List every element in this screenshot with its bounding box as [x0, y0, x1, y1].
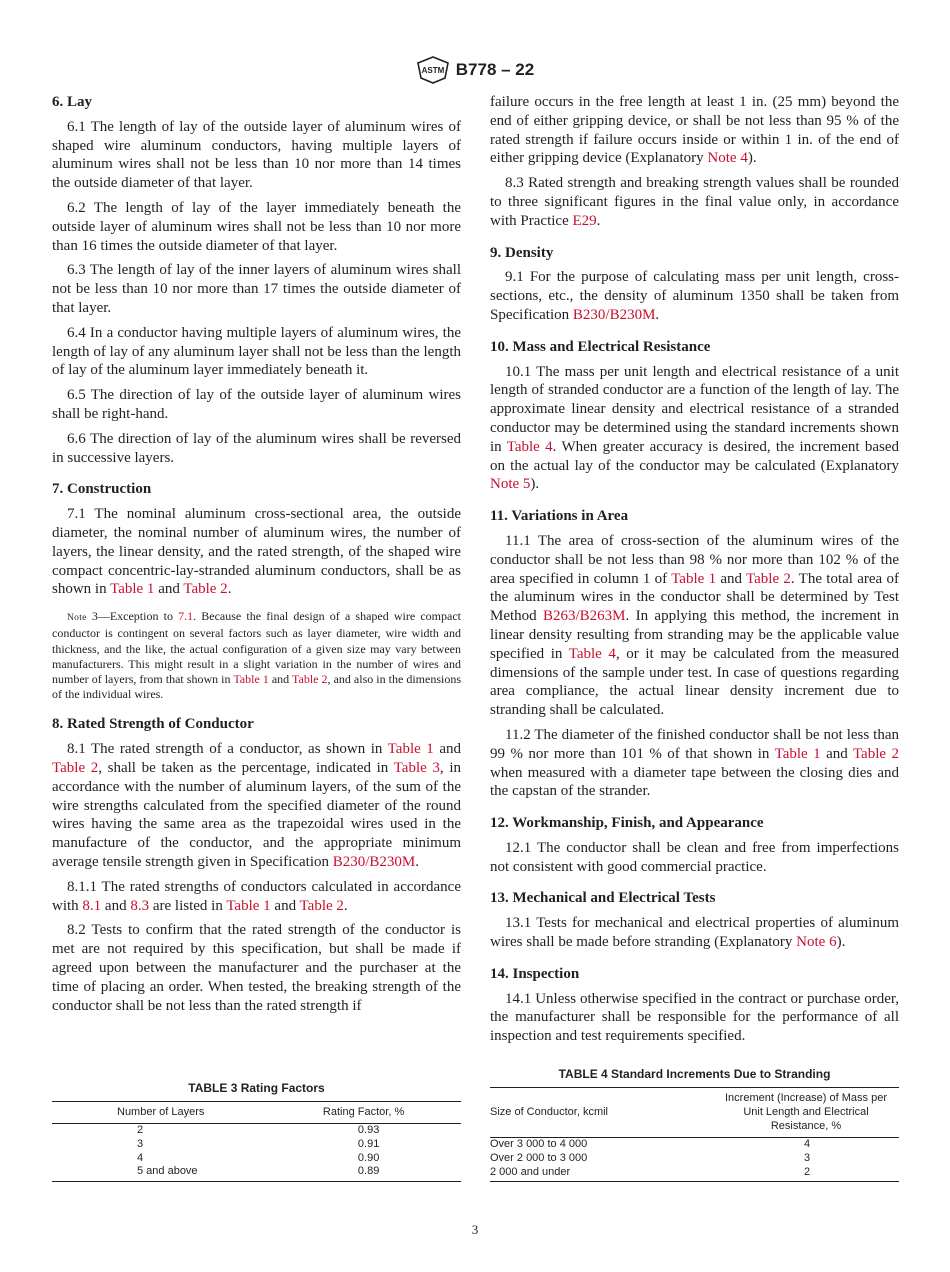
para-6-2: 6.2 The length of lay of the layer immediately beneath the outside layer of aluminum wires shall not be less than 10 nor more than 16 times the outside diameter of that layer. — [52, 199, 461, 254]
section-8-heading: 8. Rated Strength of Conductor — [52, 716, 254, 733]
link-table-1[interactable]: Table 1 — [110, 581, 155, 598]
link-note-6[interactable]: Note 6 — [796, 934, 837, 951]
para-9-1: 9.1 For the purpose of calculating mass per unit length, cross-sections, etc., the density of aluminum 1350 shall be taken from Specification B230/B230M. — [490, 269, 899, 323]
table-4-caption: TABLE 4 Standard Increments Due to Stranding — [558, 1067, 831, 1081]
para-8-2: 8.2 Tests to confirm that the rated strength of the conductor is met are not required by this specification, but shall be made if agreed upon between the manufacturer and the purchaser at the time of placing an order. When tested, the breaking strength of the conductor shall be not less than the rated strength if — [52, 922, 461, 1014]
para-6-4: 6.4 In a conductor having multiple layers of aluminum wires, the length of lay of any aluminum layer shall not be less than the length of lay of the aluminum layer immediately beneath it. — [52, 324, 461, 379]
table-4 — [490, 1067, 899, 1182]
link-b263[interactable]: B263/B263M — [543, 608, 626, 625]
link-7-1[interactable]: 7.1 — [178, 609, 194, 624]
link-8-1[interactable]: 8.1 — [82, 897, 102, 914]
para-13-1: 13.1 Tests for mechanical and electrical properties of aluminum wires shall be made before stranding (Explanatory Note 6). — [490, 915, 899, 951]
link-note-4[interactable]: Note 4 — [707, 150, 748, 167]
section-10-heading: 10. Mass and Electrical Resistance — [490, 338, 711, 355]
link-table-1[interactable]: Table 1 — [226, 897, 271, 914]
section-11-heading: 11. Variations in Area — [490, 508, 629, 525]
left-column — [52, 93, 461, 1015]
link-note-5[interactable]: Note 5 — [490, 476, 531, 493]
link-table-1[interactable]: Table 1 — [774, 745, 821, 762]
para-6-3: 6.3 The length of lay of the inner layers of aluminum wires shall not be less than 10 nor more than 17 times the outside diameter of that layer. — [52, 262, 461, 316]
link-table-2[interactable]: Table 2 — [292, 671, 328, 686]
table-4-header-increment: Increment (Increase) of Mass per Unit Length and Electrical Resistance, % — [705, 1088, 899, 1138]
table-3-header-factor: Rating Factor, % — [268, 1102, 461, 1124]
link-8-3[interactable]: 8.3 — [130, 897, 150, 914]
table-row: 2 0.93 — [137, 1124, 380, 1136]
section-14-heading: 14. Inspection — [490, 965, 580, 982]
link-table-1[interactable]: Table 1 — [387, 741, 434, 758]
link-table-2[interactable]: Table 2 — [746, 570, 791, 587]
section-7-heading: 7. Construction — [52, 481, 152, 498]
page-number: 3 — [471, 1222, 479, 1237]
para-11-1: 11.1 The area of cross-section of the aluminum wires of the conductor shall be not less than 98 % nor more than 102 % of the area specified in column 1 of Table 1 and Table 2. The total area of the aluminum wires in the conductor shall be determined by Test Method B263/B263M. In applying this method, the increment in linear density resulting from stranding may be the applicable value specified in Table 4, or it may be calculated from the measured dimensions of the sample under test. In case of questions regarding area compliance, the actual linear density increment due to stranding shall be calculated. — [490, 532, 899, 719]
section-13-heading: 13. Mechanical and Electrical Tests — [490, 890, 716, 907]
link-e29[interactable]: E29 — [572, 212, 597, 229]
link-b230[interactable]: B230/B230M — [572, 306, 656, 323]
para-6-6: 6.6 The direction of lay of the aluminum wires shall be reversed in successive layers. — [52, 430, 461, 466]
table-3 — [52, 1081, 461, 1182]
para-12-1: 12.1 The conductor shall be clean and free from imperfections not consistent with good commercial practice. — [490, 839, 899, 875]
table-3-caption: TABLE 3 Rating Factors — [188, 1081, 325, 1095]
table-row: 3 0.91 — [137, 1137, 380, 1150]
table-row: 5 and above 0.89 — [52, 1165, 461, 1181]
link-table-1[interactable]: Table 1 — [233, 671, 269, 686]
table-row: 4 0.90 — [137, 1151, 380, 1164]
para-14-1: 14.1 Unless otherwise specified in the contract or purchase order, the manufacturer shall be responsible for the performance of all inspection and test requirements specified. — [490, 990, 899, 1045]
link-table-4[interactable]: Table 4 — [568, 645, 616, 662]
section-12-heading: 12. Workmanship, Finish, and Appearance — [490, 815, 764, 832]
link-table-3[interactable]: Table 3 — [393, 759, 440, 776]
para-6-5: 6.5 The direction of lay of the outside layer of aluminum wires shall be right-hand. — [52, 387, 461, 422]
link-b230[interactable]: B230/B230M — [332, 853, 416, 870]
table-4-header-size: Size of Conductor, kcmil — [490, 1088, 705, 1138]
para-8-1-1: 8.1.1 The rated strengths of conductors calculated in accordance with 8.1 and 8.3 are listed in Table 1 and Table 2. — [52, 878, 461, 914]
link-table-1[interactable]: Table 1 — [671, 570, 717, 587]
link-table-2[interactable]: Table 2 — [852, 745, 899, 762]
logo-text: ASTM — [421, 66, 445, 75]
para-6-1: 6.1 The length of lay of the outside layer of aluminum wires of shaped wire aluminum conductors, having multiple layers of aluminum wires shall not be less than 10 nor more than 14 times the outside diameter of that layer. — [52, 118, 461, 192]
table-row: Over 2 000 to 3 000 3 — [490, 1151, 811, 1164]
table-row: 2 000 and under 2 — [490, 1166, 899, 1182]
link-table-2[interactable]: Table 2 — [183, 581, 228, 598]
link-table-4[interactable]: Table 4 — [506, 438, 553, 455]
section-6-heading: 6. Lay — [52, 94, 93, 110]
para-8-1: 8.1 The rated strength of a conductor, as shown in Table 1 and Table 2, shall be taken as the percentage, indicated in Table 3, in accordance with the number of aluminum layers, of the sum of the wire strengths calculated from the specified diameter of the round wires having the same area as the trapezoidal wires used in the manufacture of the conductor, and the appropriate minimum average tensile strength given in Specification B230/B230M. — [52, 741, 461, 870]
astm-logo-icon — [416, 56, 450, 84]
para-8-2-continued: failure occurs in the free length at least 1 in. (25 mm) beyond the end of either gripping device, or shall be not less than 95 % of the rated strength if failure occurs inside or within 1 in. of the end of either gripping device (Explanatory Note 4). — [490, 94, 899, 167]
para-7-1: 7.1 The nominal aluminum cross-sectional area, the outside diameter, the nominal number of aluminum wires, the number of layers, the linear density, and the rated strength, of the shaped wire compact concentric-lay-stranded aluminum conductors, shall be as shown in Table 1 and Table 2. — [52, 506, 461, 598]
para-10-1: 10.1 The mass per unit length and electrical resistance of a unit length of stranded conductor are a function of the length of lay. The approximate linear density and electrical resistance of a stranded conductor may be determined using the standard increments shown in Table 4. When greater accuracy is desired, the increment based on the actual lay of the conductor may be calculated (Explanatory Note 5). — [490, 363, 899, 493]
note-3: Note 3—Exception to 7.1. Because the final design of a shaped wire compact conductor is contingent on several factors such as layer diameter, wire width and thickness, and the like, the actual configuration of a given size may vary between manufacturers. This might result in a slight variation in the number of wires and number of layers, from that shown in Table 1 and Table 2, and also in the dimensions of the individual wires. — [52, 609, 462, 702]
right-column — [490, 93, 899, 1046]
para-11-2: 11.2 The diameter of the finished conductor shall be not less than 99 % nor more than 101 % of that shown in Table 1 and Table 2 when measured with a diameter tape between the closing dies and the capstan of the strander. — [490, 726, 899, 800]
para-8-3: 8.3 Rated strength and breaking strength values shall be rounded to three significant figures in the final value only, in accordance with Practice E29. — [490, 175, 899, 229]
link-table-2[interactable]: Table 2 — [52, 759, 99, 776]
standard-designation: B778 – 22 — [455, 60, 535, 79]
table-3-header-layers: Number of Layers — [52, 1102, 268, 1124]
table-row: Over 3 000 to 4 000 4 — [490, 1138, 811, 1150]
page-header — [0, 56, 950, 89]
link-table-2[interactable]: Table 2 — [299, 897, 344, 914]
section-9-heading: 9. Density — [490, 244, 554, 261]
